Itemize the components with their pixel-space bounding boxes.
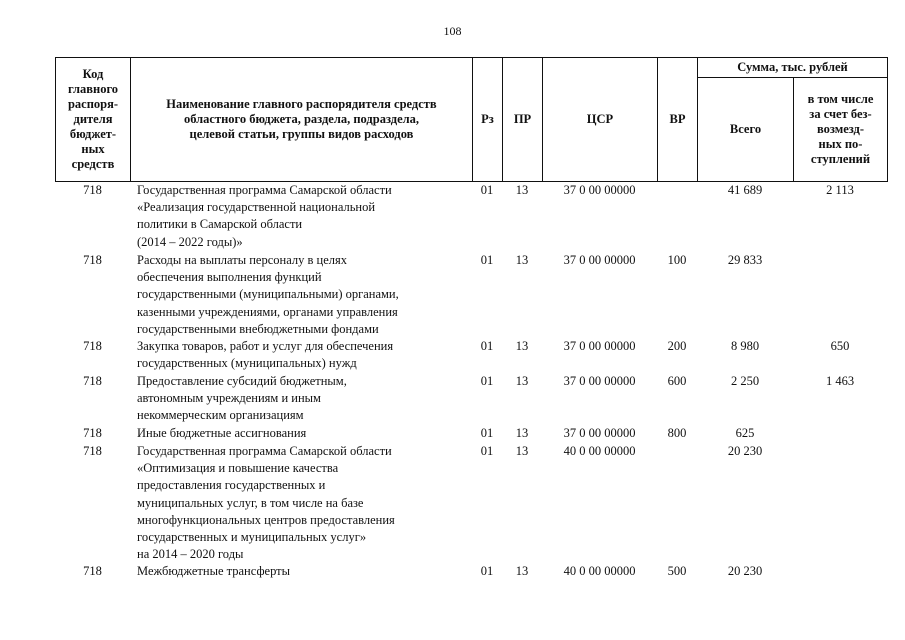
cell-rz: 01: [480, 374, 494, 388]
cell-csr: 37 0 00 00000: [563, 426, 636, 440]
table-row: [55, 425, 888, 443]
cell-rz: 01: [480, 339, 494, 353]
cell-rz: 01: [480, 444, 494, 458]
header-rz: Рз: [481, 111, 494, 126]
cell-total: 625: [735, 426, 755, 440]
cell-rz: 01: [480, 183, 494, 197]
cell-total: 20 230: [727, 564, 763, 578]
cell-kod: 718: [83, 253, 102, 267]
cell-name: Межбюджетные трансферты: [137, 564, 291, 578]
cell-pr: 13: [515, 339, 529, 353]
cell-name: Государственная программа Самарской области «Реализация государственной национальной политики в Самарской области (2014 – 2022 годы)»: [137, 183, 392, 249]
cell-vr: 500: [667, 564, 687, 578]
cell-kod: 718: [83, 183, 102, 197]
table-row: [55, 373, 888, 425]
table-row: [55, 563, 888, 583]
cell-pr: 13: [515, 374, 529, 388]
cell-kod: 718: [83, 444, 102, 458]
cell-pr: 13: [515, 444, 529, 458]
cell-rz: 01: [480, 426, 494, 440]
cell-vr: 800: [667, 426, 687, 440]
cell-total: 20 230: [727, 444, 763, 458]
table-body: [55, 182, 888, 583]
header-total: Всего: [729, 121, 762, 136]
cell-name: Иные бюджетные ассигнования: [137, 426, 307, 440]
cell-kod: 718: [83, 374, 102, 388]
table-row: [55, 443, 888, 563]
table-header: [55, 57, 888, 182]
cell-csr: 37 0 00 00000: [563, 253, 636, 267]
table-row: [55, 252, 888, 338]
cell-total: 41 689: [727, 183, 763, 197]
cell-kod: 718: [83, 339, 102, 353]
cell-total: 8 980: [730, 339, 760, 353]
cell-name: Государственная программа Самарской области «Оптимизация и повышение качества предоставления государственных и муниципальных услуг, в том числе на базе многофункциональных центров предоставления государственных и муниципальных услуг» на 2014 – 2020 годы: [137, 444, 395, 562]
cell-vr: 100: [667, 253, 687, 267]
page-number: 108: [443, 24, 462, 38]
cell-total: 2 250: [730, 374, 760, 388]
header-sum: Сумма, тыс. рублей: [737, 60, 848, 74]
cell-csr: 40 0 00 00000: [563, 444, 636, 458]
cell-kod: 718: [83, 564, 102, 578]
table-row: [55, 338, 888, 373]
cell-rz: 01: [480, 564, 494, 578]
cell-vr: 200: [667, 339, 687, 353]
cell-total: 29 833: [727, 253, 763, 267]
cell-free: 1 463: [825, 374, 855, 388]
cell-rz: 01: [480, 253, 494, 267]
cell-csr: 37 0 00 00000: [563, 183, 636, 197]
cell-pr: 13: [515, 426, 529, 440]
header-free: в том числе за счет без- возмезд- ных по- ступлений: [807, 91, 874, 166]
header-kod: Код главного распоря- дителя бюджет- ных средств: [67, 66, 119, 171]
cell-vr: 600: [667, 374, 687, 388]
header-name: Наименование главного распорядителя средств областного бюджета, раздела, подраздела, целевой статьи, группы видов расходов: [166, 96, 437, 141]
cell-pr: 13: [515, 183, 529, 197]
table-row: [55, 182, 888, 252]
header-vr: ВР: [669, 111, 686, 126]
cell-pr: 13: [515, 253, 529, 267]
cell-name: Предоставление субсидий бюджетным, автономным учреждениям и иным некоммерческим организациям: [137, 374, 347, 423]
cell-pr: 13: [515, 564, 529, 578]
header-pr: ПР: [513, 111, 532, 126]
cell-free: 2 113: [826, 183, 854, 197]
cell-name: Закупка товаров, работ и услуг для обеспечения государственных (муниципальных) нужд: [137, 339, 394, 371]
cell-free: 650: [830, 339, 850, 353]
cell-csr: 37 0 00 00000: [563, 339, 636, 353]
cell-kod: 718: [83, 426, 102, 440]
cell-name: Расходы на выплаты персоналу в целях обеспечения выполнения функций государственными (муниципальными) органами, казенными учреждениями, органами управления государственными внебюджетными фондами: [137, 253, 399, 336]
cell-csr: 37 0 00 00000: [563, 374, 636, 388]
header-csr: ЦСР: [586, 111, 614, 126]
cell-csr: 40 0 00 00000: [563, 564, 636, 578]
